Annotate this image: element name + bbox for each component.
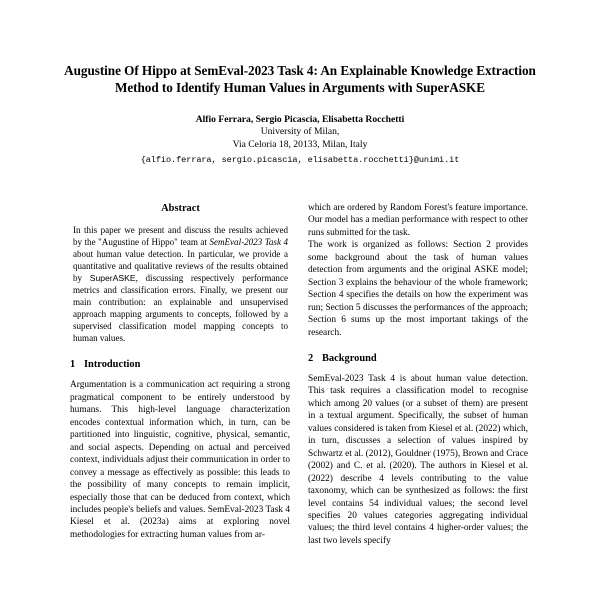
abstract-system-name: SuperASKE xyxy=(89,273,136,284)
section-heading-introduction xyxy=(70,358,290,371)
affiliation-line-2: Via Celoria 18, 20133, Milan, Italy xyxy=(232,139,368,150)
left-column xyxy=(70,202,290,600)
page-title: Augustine Of Hippo at SemEval-2023 Task 4: An Explainable Knowledge Extraction Method to Identify Human Values in Arguments with SuperASKE xyxy=(64,63,536,96)
abstract-italic-term: SemEval-2023 Task 4 xyxy=(209,237,288,248)
author-list: Alfio Ferrara, Sergio Picascia, Elisabetta Rocchetti xyxy=(195,114,405,126)
abstract-part-3: , discussing respectively performance metrics and classification errors. Finally, we present our main contribution: an explainable and unsupervised approach mapping arguments to concepts, followed by a supervised classification model mapping concepts to human values. xyxy=(73,273,288,344)
section-title-introduction: Introduction xyxy=(84,359,141,371)
introduction-paragraph-roadmap: The work is organized as follows: Section 2 provides some background about the task of human values detection from arguments and the original ASKE model; Section 3 explains the behaviour of the whole framework; Section 4 specifies the details on how the experiment was run; Section 5 discusses the performances of the approach; Section 6 sums up the most important takings of the research. xyxy=(308,240,528,338)
author-emails: {alfio.ferrara, sergio.picascia, elisabetta.rocchetti}@unimi.it xyxy=(140,154,460,165)
section-heading-background xyxy=(308,352,528,365)
abstract-part-1: In this paper we present and discuss the results achieved by the "Augustine of Hippo" team at xyxy=(73,225,288,248)
author-block xyxy=(62,113,538,166)
right-column xyxy=(308,202,528,600)
introduction-paragraph-1: Argumentation is a communication act requiring a strong pragmatical component to be entirely understood by humans. This high-level language characterization encodes contextual information which, in turn, can be partitioned into linguistic, cognitive, physical, semantic, and social aspects. Depending on actual and perceived context, individuals adjust their communication in order to convey a message as effectively as possible: this leads to the possibility of many concepts to remain implicit, especially those that can be deduced from context, which includes people's beliefs and values. SemEval-2023 Task 4 Kiesel et al. (2023a) aims at exploring novel methodologies for extracting human values from ar- xyxy=(70,380,290,540)
introduction-paragraph-continued: which are ordered by Random Forest's feature importance. Our model has a median performance with respect to other runs submitted for the task. xyxy=(308,203,528,238)
abstract-section xyxy=(70,202,290,344)
section-number-2: 2 xyxy=(308,352,314,364)
affiliation-line-1: University of Milan, xyxy=(260,126,340,138)
background-paragraph-1: SemEval-2023 Task 4 is about human value detection. This task requires a classification model to recognise which among 20 values (or a subset of them) are present in a textual argument. Specifically, the subset of human values considered is taken from Kiesel et al. (2022) which, in turn, discusses a selection of values inspired by Schwartz et al. (2012), Gouldner (1975), Brown and Crace (2002) and C. et al. (2020). The authors in Kiesel et al. (2022) describe 4 levels contributing to the value taxonomy, which can be synthesized as follows: the first level contains 54 individual values; the second level specifies 20 values categories aggregating individual values; the third level contains 4 higher-order values; the last two levels specify xyxy=(308,373,528,546)
abstract-text xyxy=(73,224,288,344)
title-block xyxy=(0,0,600,167)
abstract-heading: Abstract xyxy=(161,203,200,214)
section-title-background: Background xyxy=(322,352,377,364)
section-number-1: 1 xyxy=(70,359,76,371)
abstract-part-2: about human value detection. In particular, we provide a quantitative and qualitative reviews of the results obtained by xyxy=(73,249,288,284)
body-columns xyxy=(0,202,600,600)
